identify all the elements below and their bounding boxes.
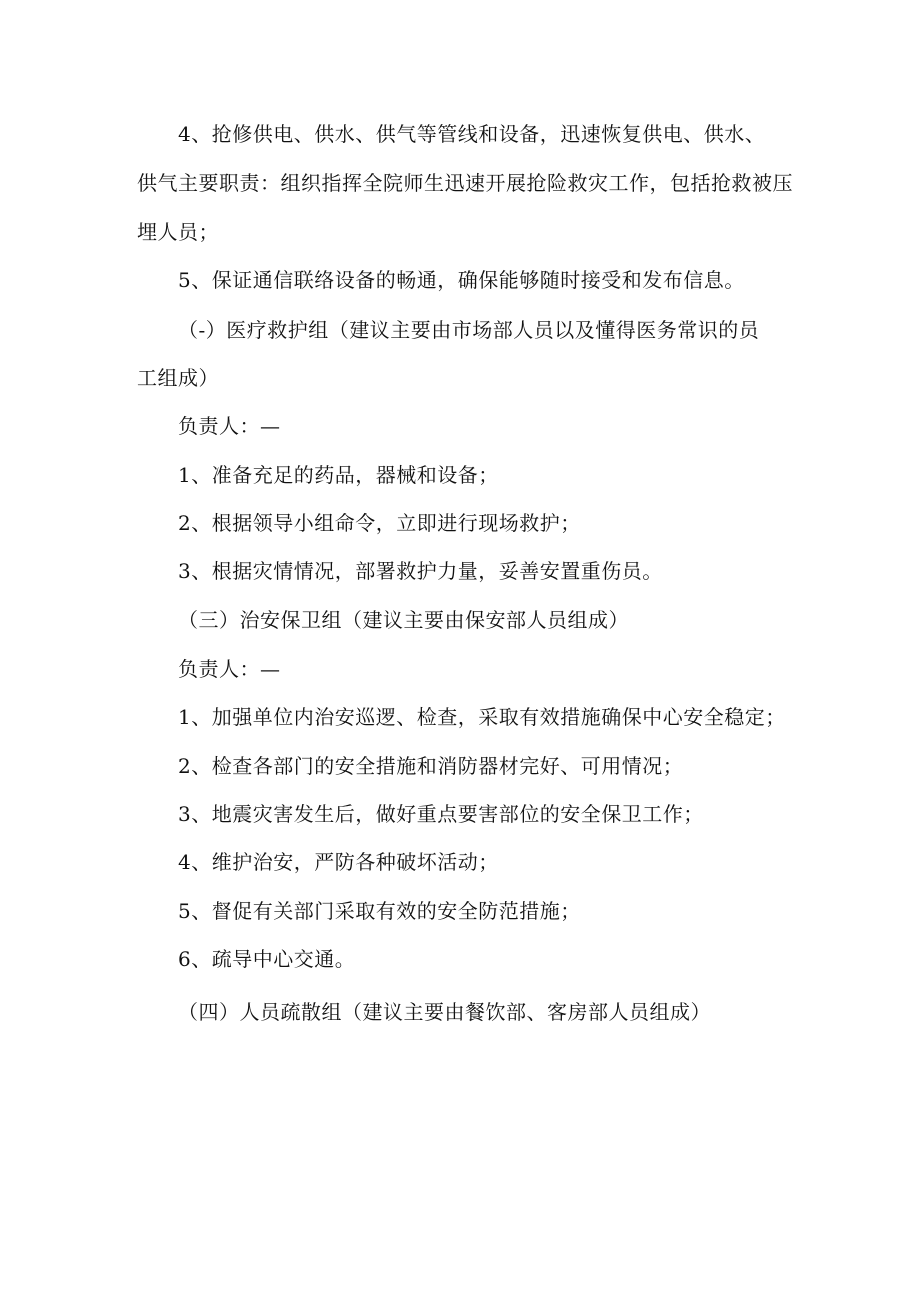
list-item: 1、加强单位内治安巡逻、检查，采取有效措施确保中心安全稳定； [178, 705, 786, 729]
section-heading: （-）医疗救护组（建议主要由市场部人员以及懂得医务常识的员 [178, 318, 760, 342]
section-heading: （三）治安保卫组（建议主要由保安部人员组成） [178, 608, 629, 632]
list-item: 2、根据领导小组命令，立即进行现场救护； [178, 511, 581, 535]
text-line: 埋人员； [137, 220, 219, 244]
list-item: 1、准备充足的药品，器械和设备； [178, 463, 499, 487]
responsible-person: 负责人：— [178, 657, 281, 681]
list-item: 4、维护治安，严防各种破坏活动； [178, 850, 499, 874]
section-heading: （四）人员疏散组（建议主要由餐饮部、客房部人员组成） [178, 1000, 711, 1024]
text-line: 4、抢修供电、供水、供气等管线和设备，迅速恢复供电、供水、 [178, 122, 766, 146]
list-item: 3、根据灾情情况，部署救护力量，妥善安置重伤员。 [178, 559, 663, 583]
text-line: 5、保证通信联络设备的畅通，确保能够随时接受和发布信息。 [178, 268, 745, 292]
text-line: 供气主要职责：组织指挥全院师生迅速开展抢险救灾工作，包括抢救被压 [137, 171, 793, 195]
responsible-person: 负责人：— [178, 414, 281, 438]
text-line: 工组成） [137, 366, 219, 390]
list-item: 5、督促有关部门采取有效的安全防范措施； [178, 899, 581, 923]
list-item: 6、疏导中心交通。 [178, 947, 356, 971]
list-item: 3、地震灾害发生后，做好重点要害部位的安全保卫工作； [178, 802, 704, 826]
list-item: 2、检查各部门的安全措施和消防器材完好、可用情况； [178, 754, 684, 778]
